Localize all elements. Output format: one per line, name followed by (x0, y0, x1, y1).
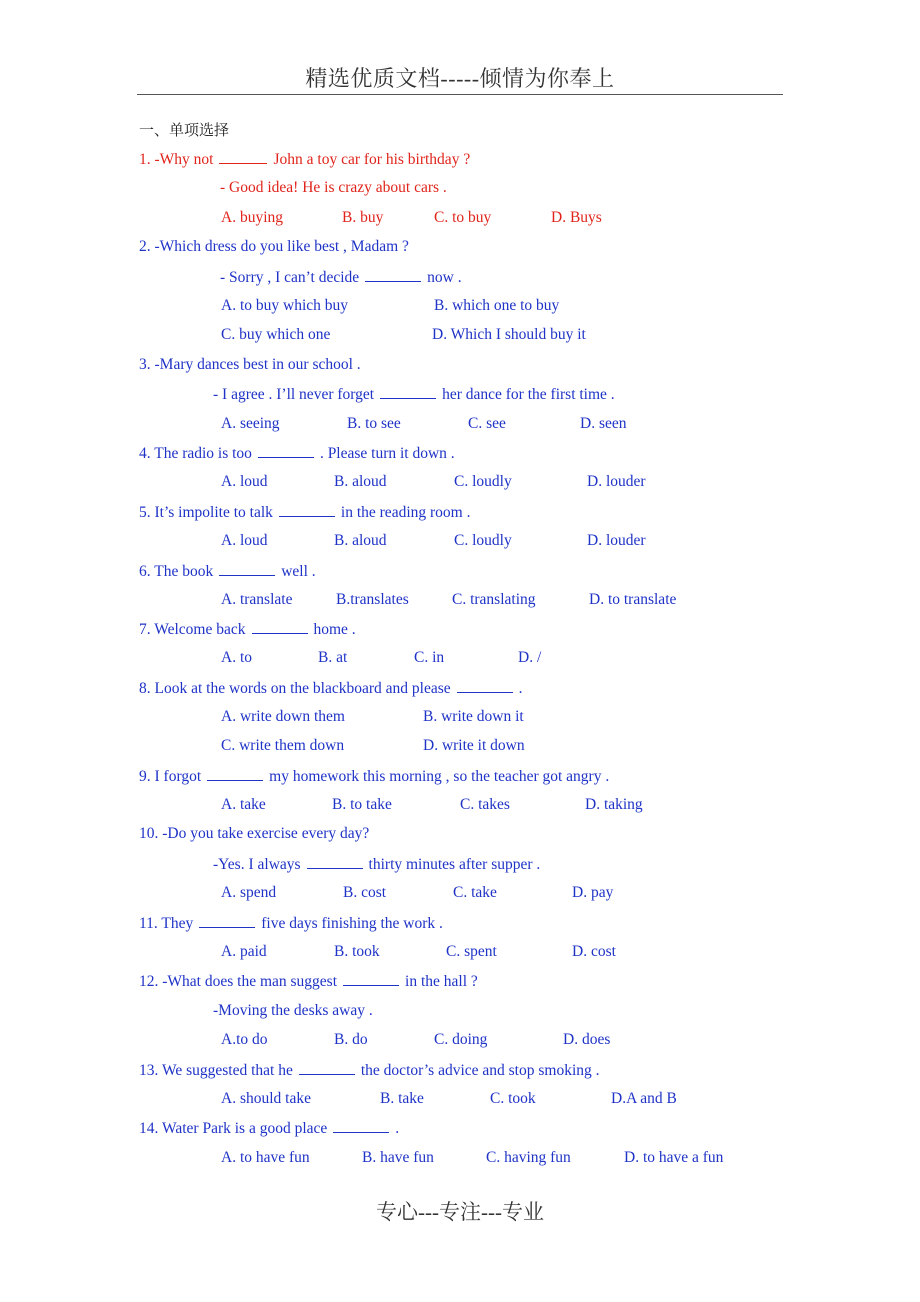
question-9-stem (139, 766, 609, 787)
question-12-option-d: D. does (563, 1031, 611, 1048)
question-5-stem (139, 502, 470, 523)
question-1-option-b: B. buy (342, 209, 384, 226)
question-10-reply-part-a: -Yes. I always (213, 856, 301, 873)
question-8-stem-part-a: 8. Look at the words on the blackboard and please (139, 680, 451, 697)
question-14-stem-part-b: . (395, 1120, 400, 1137)
question-8-option-c: C. write them down (221, 737, 345, 754)
question-3-option-d: D. seen (580, 415, 627, 432)
question-13-option-b: B. take (380, 1090, 424, 1107)
question-11-option-d: D. cost (572, 943, 616, 960)
question-4-option-d: D. louder (587, 473, 646, 490)
question-12-reply: -Moving the desks away . (213, 1002, 373, 1019)
question-4-option-a: A. loud (221, 473, 268, 490)
question-9-option-c: C. takes (460, 796, 510, 813)
answer-blank (333, 1118, 389, 1133)
question-12-stem (139, 971, 478, 992)
question-13-stem-part-b: the doctor’s advice and stop smoking . (360, 1062, 600, 1079)
question-11-stem-part-a: 11. They (139, 915, 194, 932)
question-8-stem (139, 678, 523, 699)
question-10-option-c: C. take (453, 884, 497, 901)
question-5-option-d: D. louder (587, 532, 646, 549)
answer-blank (457, 678, 513, 693)
question-2-option-b: B. which one to buy (434, 297, 560, 314)
question-7-option-c: C. in (414, 649, 445, 666)
question-10-option-d: D. pay (572, 884, 614, 901)
question-11-option-c: C. spent (446, 943, 497, 960)
answer-blank (307, 854, 363, 869)
header-divider (137, 94, 783, 95)
question-1-option-c: C. to buy (434, 209, 492, 226)
question-12-option-c: C. doing (434, 1031, 488, 1048)
answer-blank (219, 149, 267, 164)
question-3-reply-part-b: her dance for the first time . (442, 386, 615, 403)
question-5-option-c: C. loudly (454, 532, 512, 549)
question-1-option-a: A. buying (221, 209, 283, 226)
question-9-option-a: A. take (221, 796, 266, 813)
question-4-stem-part-a: 4. The radio is too (139, 445, 252, 462)
question-13-stem (139, 1060, 600, 1081)
question-14-stem (139, 1118, 399, 1139)
question-12-stem-part-a: 12. -What does the man suggest (139, 973, 338, 990)
answer-blank (380, 384, 436, 399)
question-14-option-b: B. have fun (362, 1149, 434, 1166)
question-9-option-b: B. to take (332, 796, 392, 813)
question-10-option-a: A. spend (221, 884, 277, 901)
question-10-stem: 10. -Do you take exercise every day? (139, 825, 370, 842)
question-13-option-c: C. took (490, 1090, 536, 1107)
question-6-option-c: C. translating (452, 591, 536, 608)
question-4-option-c: C. loudly (454, 473, 512, 490)
question-13-option-d: D.A and B (611, 1090, 677, 1107)
question-6-option-d: D. to translate (589, 591, 677, 608)
question-3-stem: 3. -Mary dances best in our school . (139, 356, 361, 373)
answer-blank (279, 502, 335, 517)
question-9-stem-part-a: 9. I forgot (139, 768, 202, 785)
question-12-option-b: B. do (334, 1031, 368, 1048)
question-2-option-c: C. buy which one (221, 326, 331, 343)
question-1-option-d: D. Buys (551, 209, 602, 226)
question-12-stem-part-b: in the hall ? (405, 973, 478, 990)
question-6-stem-part-b: well . (281, 563, 316, 580)
answer-blank (299, 1060, 355, 1075)
question-2-option-a: A. to buy which buy (221, 297, 349, 314)
question-7-stem-part-b: home . (313, 621, 356, 638)
question-5-stem-part-b: in the reading room . (340, 504, 471, 521)
question-2-reply-part-b: now . (427, 269, 462, 286)
question-3-reply-part-a: - I agree . I’ll never forget (213, 386, 375, 403)
question-2-reply (220, 267, 462, 288)
question-14-stem-part-a: 14. Water Park is a good place (139, 1120, 328, 1137)
question-7-option-a: A. to (221, 649, 252, 666)
question-7-option-d: D. / (518, 649, 542, 666)
question-13-option-a: A. should take (221, 1090, 311, 1107)
question-11-stem (139, 913, 443, 934)
question-4-stem (139, 443, 455, 464)
question-6-option-a: A. translate (221, 591, 293, 608)
question-13-stem-part-a: 13. We suggested that he (139, 1062, 293, 1079)
question-12-option-a: A.to do (221, 1031, 268, 1048)
question-7-option-b: B. at (318, 649, 348, 666)
question-8-option-b: B. write down it (423, 708, 524, 725)
question-3-reply (213, 384, 615, 405)
question-3-option-a: A. seeing (221, 415, 280, 432)
question-9-option-d: D. taking (585, 796, 643, 813)
answer-blank (252, 619, 308, 634)
question-7-stem-part-a: 7. Welcome back (139, 621, 246, 638)
question-6-stem-part-a: 6. The book (139, 563, 214, 580)
question-14-option-d: D. to have a fun (624, 1149, 724, 1166)
question-14-option-c: C. having fun (486, 1149, 571, 1166)
answer-blank (219, 561, 275, 576)
question-5-stem-part-a: 5. It’s impolite to talk (139, 504, 273, 521)
page-footer: 专心---专注---专业 (376, 1200, 544, 1224)
question-9-stem-part-b: my homework this morning , so the teacher got angry . (269, 768, 610, 785)
section-title: 一、单项选择 (139, 121, 230, 139)
question-1-reply: - Good idea! He is crazy about cars . (220, 179, 447, 196)
question-10-reply-part-b: thirty minutes after supper . (368, 856, 541, 873)
question-8-option-d: D. write it down (423, 737, 525, 754)
question-3-option-c: C. see (468, 415, 506, 432)
question-11-option-a: A. paid (221, 943, 267, 960)
question-1-stem (139, 149, 470, 170)
question-10-option-b: B. cost (343, 884, 387, 901)
answer-blank (258, 443, 314, 458)
answer-blank (207, 766, 263, 781)
question-4-option-b: B. aloud (334, 473, 387, 490)
answer-blank (199, 913, 255, 928)
question-4-stem-part-b: . Please turn it down . (319, 445, 455, 462)
question-14-option-a: A. to have fun (221, 1149, 310, 1166)
question-3-option-b: B. to see (347, 415, 401, 432)
question-7-stem (139, 619, 356, 640)
question-5-option-a: A. loud (221, 532, 268, 549)
answer-blank (365, 267, 421, 282)
question-11-option-b: B. took (334, 943, 380, 960)
question-6-option-b: B.translates (336, 591, 409, 608)
answer-blank (343, 971, 399, 986)
question-2-stem: 2. -Which dress do you like best , Madam ? (139, 238, 409, 255)
question-10-reply (213, 854, 540, 875)
question-11-stem-part-b: five days finishing the work . (261, 915, 443, 932)
question-1-stem-part-b: John a toy car for his birthday ? (273, 151, 471, 168)
page-header-title: 精选优质文档-----倾情为你奉上 (305, 66, 615, 91)
question-5-option-b: B. aloud (334, 532, 387, 549)
question-2-option-d: D. Which I should buy it (432, 326, 586, 343)
question-8-option-a: A. write down them (221, 708, 345, 725)
question-6-stem (139, 561, 316, 582)
question-2-reply-part-a: - Sorry , I can’t decide (220, 269, 360, 286)
question-1-stem-part-a: 1. -Why not (139, 151, 214, 168)
question-8-stem-part-b: . (518, 680, 523, 697)
